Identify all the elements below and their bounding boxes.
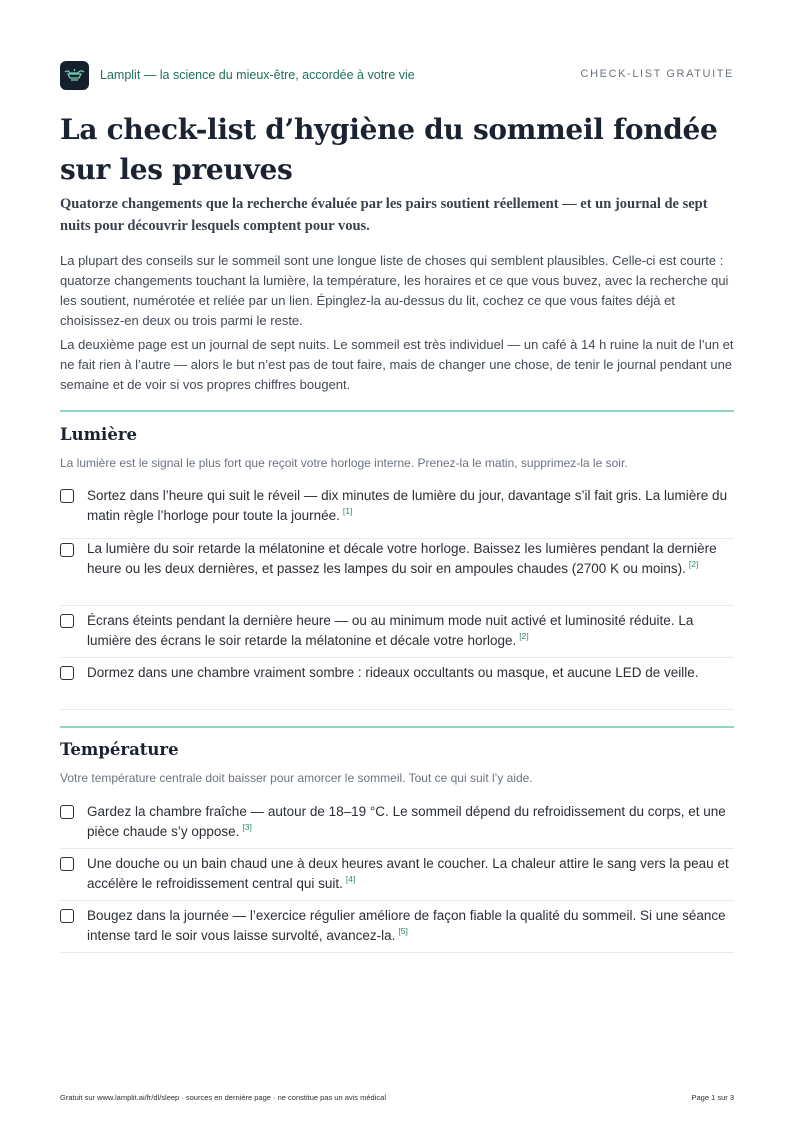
intro-paragraph: La plupart des conseils sur le sommeil sont une longue liste de choses qui semblent plausibles. Celle-ci est courte : quatorze changements touchant la lumière, la température, les horaires et ce que vous buvez, avec la recherche qui les soutient, numérotée et reliée par un lien. Épinglez-la au-dessus du lit, cochez ce que vous faites déjà et choisissez-en deux ou trois parmi le reste. — [60, 253, 729, 328]
item-text: Dormez dans une chambre vraiment sombre : rideaux occultants ou masque, et aucune LED de veille. — [87, 665, 699, 680]
checklist-item — [60, 611, 734, 658]
checkbox[interactable] — [60, 614, 74, 628]
document-tag: CHECK-LIST GRATUITE — [580, 68, 734, 80]
footer-note: Gratuit sur www.lamplit.ai/fr/dl/sleep · sources en dernière page · ne constitue pas un avis médical — [60, 1093, 386, 1102]
checklist-item — [60, 486, 734, 539]
checkbox[interactable] — [60, 857, 74, 871]
checkbox[interactable] — [60, 489, 74, 503]
item-text: Sortez dans l’heure qui suit le réveil — dix minutes de lumière du jour, davantage s’il fait gris. La lumière du matin règle l’horloge pour toute la journée. — [87, 488, 728, 523]
intro-paragraph: La deuxième page est un journal de sept nuits. Le sommeil est très individuel — un café à 14 h ruine la nuit de l’un et ne fait rien à l’autre — alors le but n’est pas de tout faire, mais de changer une chose, de tenir le journal pendant une semaine et de voir si vos propres chiffres bougent. — [60, 337, 734, 392]
item-text: Bougez dans la journée — l’exercice régulier améliore de façon fiable la qualité du sommeil. Si une séance intense tard le soir vous laisse survolté, avancez-la. — [87, 908, 726, 943]
lamp-icon — [60, 61, 89, 90]
checkbox[interactable] — [60, 543, 74, 557]
page-subtitle: Quatorze changements que la recherche évaluée par les pairs soutient réellement — et un journal de sept nuits pour découvrir lesquels comptent pour vous. — [60, 196, 708, 234]
brand-link[interactable]: Lamplit — la science du mieux-être, accordée à votre vie — [100, 68, 415, 82]
section-divider — [60, 726, 734, 728]
checkbox[interactable] — [60, 909, 74, 923]
section-description: Votre température centrale doit baisser pour amorcer le sommeil. Tout ce qui suit l’y aide. — [60, 771, 533, 785]
checklist-item — [60, 663, 734, 710]
citation-link[interactable]: [2] — [519, 631, 529, 641]
checkbox[interactable] — [60, 666, 74, 680]
checklist-item — [60, 854, 734, 901]
section-divider — [60, 410, 734, 412]
citation-link[interactable]: [5] — [398, 926, 408, 936]
citation-link[interactable]: [2] — [688, 559, 699, 569]
citation-link[interactable]: [3] — [242, 822, 252, 832]
citation-link[interactable]: [4] — [345, 874, 356, 884]
checkbox[interactable] — [60, 805, 74, 819]
section-description: La lumière est le signal le plus fort que reçoit votre horloge interne. Prenez-la le matin, supprimez-la le soir. — [60, 456, 628, 470]
checklist-item — [60, 539, 734, 606]
item-text: Écrans éteints pendant la dernière heure — ou au minimum mode nuit activé et luminosité réduite. La lumière des écrans le soir retarde la mélatonine et décale votre horloge. — [87, 613, 694, 648]
header — [60, 60, 734, 92]
section-title-lumiere: Lumière — [60, 425, 138, 444]
citation-link[interactable]: [1] — [342, 506, 353, 516]
checklist-item — [60, 802, 734, 849]
item-text: La lumière du soir retarde la mélatonine et décale votre horloge. Baissez les lumières pendant la dernière heure ou les deux dernières, et passez les lampes du soir en ampoules chaudes (2700 K ou moins). — [87, 541, 717, 576]
page-number: Page 1 sur 3 — [691, 1093, 734, 1102]
item-text: Une douche ou un bain chaud une à deux heures avant le coucher. La chaleur attire le sang vers la peau et accélère le refroidissement central qui suit. — [87, 856, 729, 891]
section-title-temperature: Température — [60, 740, 179, 759]
page-title: La check-list d’hygiène du sommeil fondée sur les preuves — [60, 113, 718, 186]
checklist-item — [60, 906, 734, 953]
item-text: Gardez la chambre fraîche — autour de 18–19 °C. Le sommeil dépend du refroidissement du corps, et une pièce chaude s’y oppose. — [87, 804, 726, 839]
